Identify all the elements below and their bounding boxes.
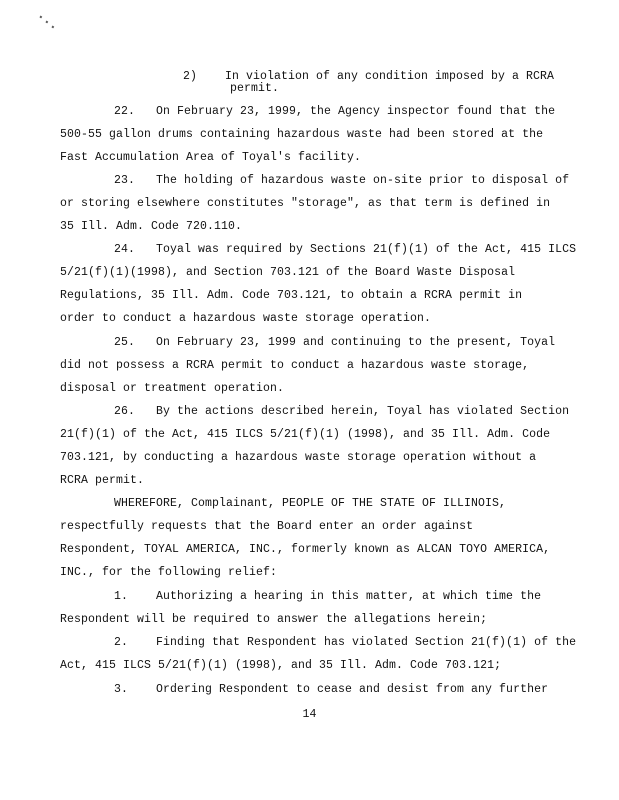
text-line: 22. On February 23, 1999, the Agency inspector found that the xyxy=(114,105,556,118)
scan-mark xyxy=(40,14,60,30)
text-line: respectfully requests that the Board enter an order against xyxy=(60,520,474,533)
text-line: INC., for the following relief: xyxy=(60,566,278,579)
text-line: Fast Accumulation Area of Toyal's facility. xyxy=(60,151,362,164)
text-line: 23. The holding of hazardous waste on-site prior to disposal of xyxy=(114,174,570,187)
text-line: 1. Authorizing a hearing in this matter, at which time the xyxy=(114,590,542,603)
text-line: 24. Toyal was required by Sections 21(f)(1) of the Act, 415 ILCS xyxy=(114,243,577,256)
text-line: 5/21(f)(1)(1998), and Section 703.121 of the Board Waste Disposal xyxy=(60,266,516,279)
text-line: order to conduct a hazardous waste storage operation. xyxy=(60,312,432,325)
text-line: 500-55 gallon drums containing hazardous waste had been stored at the xyxy=(60,128,544,141)
text-line: Respondent, TOYAL AMERICA, INC., formerly known as ALCAN TOYO AMERICA, xyxy=(60,543,551,556)
text-line: Regulations, 35 Ill. Adm. Code 703.121, to obtain a RCRA permit in xyxy=(60,289,523,302)
text-line: RCRA permit. xyxy=(60,474,145,487)
text-line: 35 Ill. Adm. Code 720.110. xyxy=(60,220,243,233)
text-line: 3. Ordering Respondent to cease and desist from any further xyxy=(114,683,549,696)
text-line: 25. On February 23, 1999 and continuing to the present, Toyal xyxy=(114,336,556,349)
text-line: 2) In violation of any condition imposed by a RCRA xyxy=(183,70,555,83)
text-line: 21(f)(1) of the Act, 415 ILCS 5/21(f)(1) (1998), and 35 Ill. Adm. Code xyxy=(60,428,551,441)
text-line: 2. Finding that Respondent has violated Section 21(f)(1) of the xyxy=(114,636,577,649)
text-line: Act, 415 ILCS 5/21(f)(1) (1998), and 35 Ill. Adm. Code 703.121; xyxy=(60,659,502,672)
text-line: permit. xyxy=(230,82,280,95)
text-line: Respondent will be required to answer the allegations herein; xyxy=(60,613,488,626)
text-line: 703.121, by conducting a hazardous waste storage operation without a xyxy=(60,451,537,464)
text-line: or storing elsewhere constitutes "storage", as that term is defined in xyxy=(60,197,551,210)
text-line: WHEREFORE, Complainant, PEOPLE OF THE STATE OF ILLINOIS, xyxy=(114,497,507,510)
text-line: did not possess a RCRA permit to conduct a hazardous waste storage, xyxy=(60,359,530,372)
page-number: 14 xyxy=(302,708,317,721)
text-line: disposal or treatment operation. xyxy=(60,382,285,395)
text-line: 26. By the actions described herein, Toyal has violated Section xyxy=(114,405,570,418)
